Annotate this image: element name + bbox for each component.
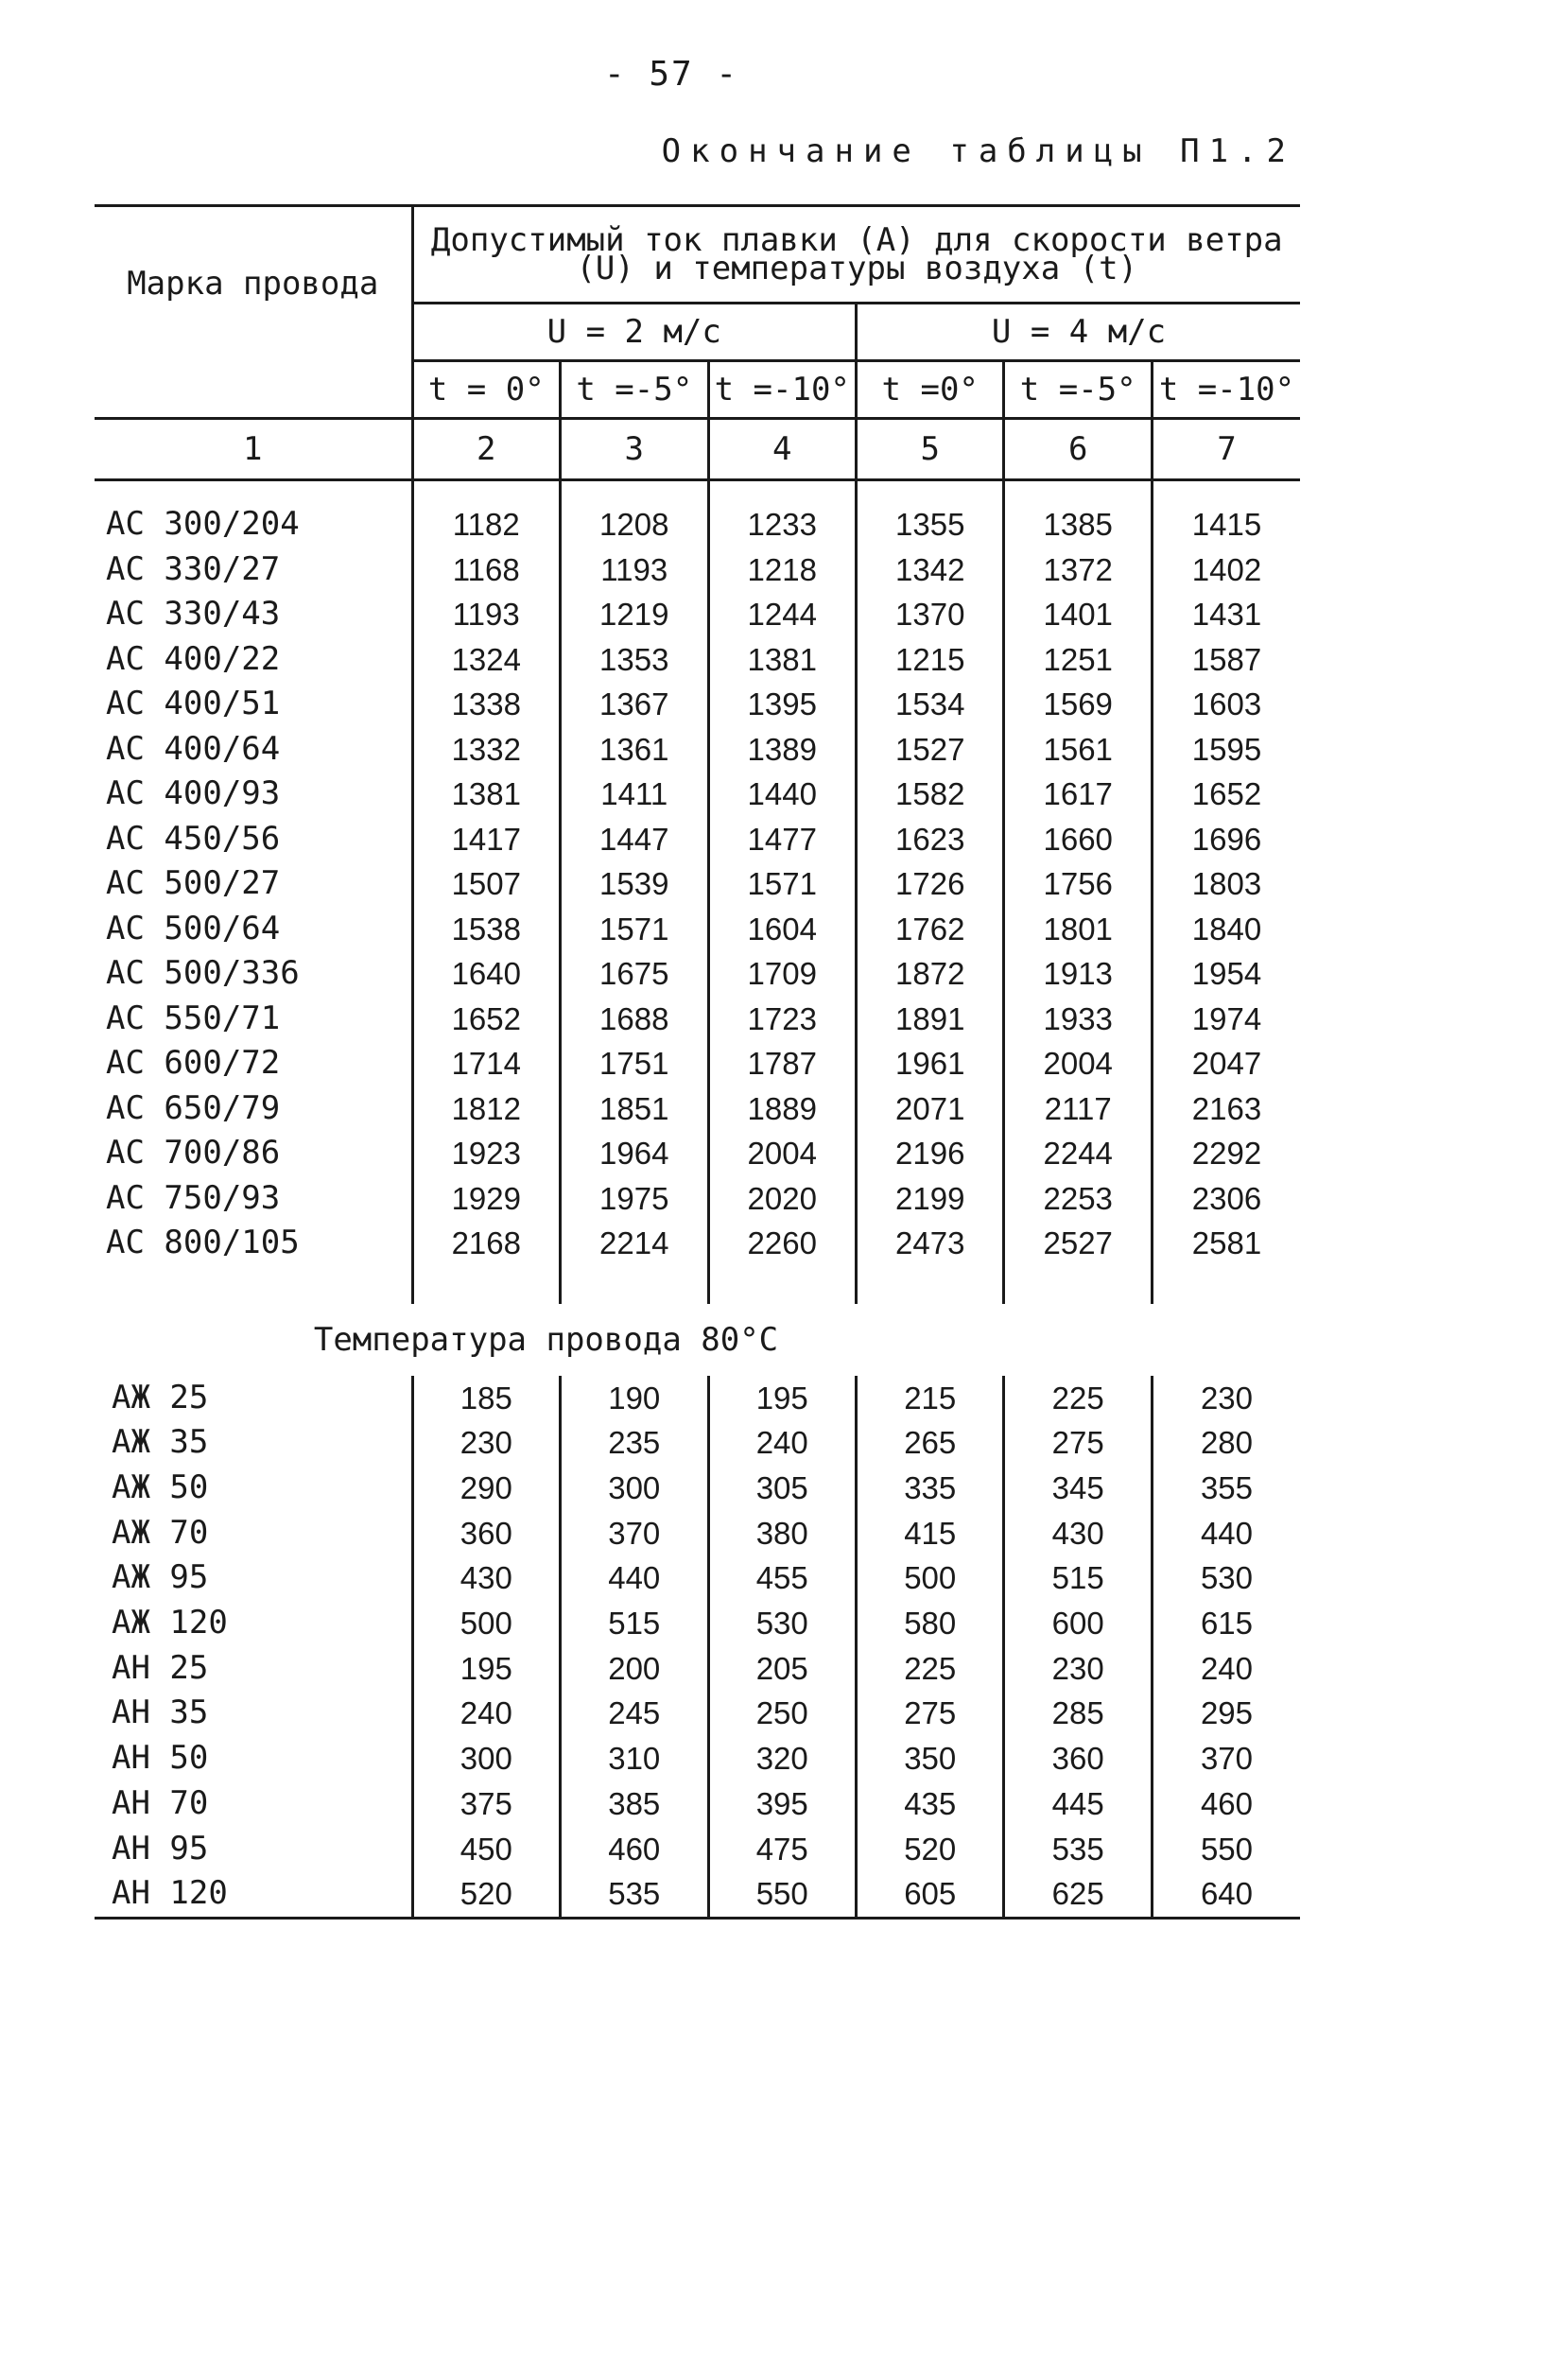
current-value-cell: 1338 [412, 682, 560, 727]
current-value-cell: 1723 [708, 997, 856, 1042]
temp-header: t =-10° [1152, 361, 1300, 419]
current-value-cell: 1603 [1152, 682, 1300, 727]
current-value-cell: 2473 [856, 1221, 1003, 1266]
current-value-cell: 1975 [561, 1176, 708, 1222]
current-value-cell: 1571 [708, 861, 856, 907]
current-value-cell: 275 [856, 1691, 1003, 1736]
current-value-cell: 530 [708, 1601, 856, 1646]
current-value-cell: 615 [1152, 1601, 1300, 1646]
current-value-cell: 1440 [708, 772, 856, 817]
spacer-cell [1004, 480, 1152, 503]
speed-header-2ms: U = 2 м/с [412, 304, 856, 361]
current-value-cell: 250 [708, 1691, 856, 1736]
current-value-cell: 245 [561, 1691, 708, 1736]
current-value-cell: 1840 [1152, 907, 1300, 952]
current-value-cell: 1640 [412, 951, 560, 997]
wire-grade-cell: АС 750/93 [106, 1178, 281, 1217]
current-value-cell: 1851 [561, 1086, 708, 1132]
current-value-cell: 215 [856, 1376, 1003, 1421]
column-number: 4 [708, 419, 856, 480]
current-value-cell: 1889 [708, 1086, 856, 1132]
current-value-cell: 1561 [1004, 727, 1152, 773]
current-value-cell: 360 [1004, 1736, 1152, 1781]
current-value-cell: 205 [708, 1646, 856, 1692]
current-value-cell: 1538 [412, 907, 560, 952]
current-value-cell: 455 [708, 1555, 856, 1601]
table-row [95, 1871, 1300, 1918]
table-row [95, 951, 1300, 997]
current-value-cell: 440 [561, 1555, 708, 1601]
table-row [95, 1736, 1300, 1781]
wire-grade-cell: АН 50 [112, 1739, 209, 1778]
empty-header-cell [95, 361, 412, 419]
current-value-cell: 225 [1004, 1376, 1152, 1421]
current-value-cell: 1756 [1004, 861, 1152, 907]
table-row [95, 1086, 1300, 1132]
table-spacer-row [95, 1266, 1300, 1304]
table-row [95, 1466, 1300, 1511]
column-number: 6 [1004, 419, 1152, 480]
spacer-cell [856, 480, 1003, 503]
table-row [95, 997, 1300, 1042]
current-value-cell: 195 [412, 1646, 560, 1692]
column-number: 7 [1152, 419, 1300, 480]
current-value-cell: 1595 [1152, 727, 1300, 773]
column-number: 2 [412, 419, 560, 480]
current-value-cell: 1571 [561, 907, 708, 952]
current-value-cell: 1709 [708, 951, 856, 997]
wire-grade-cell: АС 550/71 [106, 999, 281, 1037]
current-value-cell: 320 [708, 1736, 856, 1781]
fusing-current-header: Допустимый ток плавки (А) для скорости ветра (U) и температуры воздуха (t) [412, 206, 1300, 304]
current-value-cell: 1801 [1004, 907, 1152, 952]
spacer-cell [561, 480, 708, 503]
wire-grade-cell: АН 35 [112, 1694, 209, 1732]
table-row [95, 592, 1300, 637]
table-row [95, 1555, 1300, 1601]
current-value-cell: 1324 [412, 637, 560, 683]
table-row [95, 861, 1300, 907]
current-value-cell: 385 [561, 1781, 708, 1827]
current-value-cell: 1675 [561, 951, 708, 997]
current-value-cell: 430 [1004, 1511, 1152, 1556]
wire-grade-cell: АС 300/204 [106, 505, 300, 543]
temp-header: t =0° [856, 361, 1003, 419]
wire-grade-header: Марка провода [95, 206, 412, 361]
current-value-cell: 230 [1004, 1646, 1152, 1692]
current-value-cell: 345 [1004, 1466, 1152, 1511]
current-value-cell: 1569 [1004, 682, 1152, 727]
current-value-cell: 195 [708, 1376, 856, 1421]
table-row [95, 772, 1300, 817]
spacer-cell [1004, 1266, 1152, 1304]
current-value-cell: 1954 [1152, 951, 1300, 997]
current-value-cell: 1623 [856, 817, 1003, 862]
wire-grade-cell: АН 120 [95, 1871, 412, 1918]
current-value-cell: 1417 [412, 817, 560, 862]
current-value-cell: 1696 [1152, 817, 1300, 862]
current-value-cell: 380 [708, 1511, 856, 1556]
wire-grade-cell: АЖ 50 [112, 1468, 209, 1506]
current-value-cell: 1803 [1152, 861, 1300, 907]
current-value-cell: 2163 [1152, 1086, 1300, 1132]
wire-grade-cell: АС 650/79 [106, 1088, 281, 1127]
wire-grade-cell: АС 400/22 [106, 639, 281, 678]
current-value-cell: 185 [412, 1376, 560, 1421]
wire-grade-cell: АН 95 [112, 1829, 209, 1868]
current-value-cell: 2047 [1152, 1041, 1300, 1086]
current-value-cell: 1193 [561, 547, 708, 593]
current-value-cell: 1215 [856, 637, 1003, 683]
current-value-cell: 230 [1152, 1376, 1300, 1421]
current-value-cell: 1617 [1004, 772, 1152, 817]
current-value-cell: 535 [1004, 1827, 1152, 1872]
current-value-cell: 1751 [561, 1041, 708, 1086]
current-value-cell: 520 [412, 1871, 560, 1918]
current-value-cell: 235 [561, 1420, 708, 1466]
current-value-cell: 440 [1152, 1511, 1300, 1556]
current-value-cell: 1431 [1152, 592, 1300, 637]
current-value-cell: 2306 [1152, 1176, 1300, 1222]
current-value-cell: 520 [856, 1827, 1003, 1872]
current-value-cell: 225 [856, 1646, 1003, 1692]
current-value-cell: 1411 [561, 772, 708, 817]
current-value-cell: 1961 [856, 1041, 1003, 1086]
current-value-cell: 1389 [708, 727, 856, 773]
current-value-cell: 450 [412, 1827, 560, 1872]
table-row [95, 1420, 1300, 1466]
current-value-cell: 240 [412, 1691, 560, 1736]
spacer-cell [412, 480, 560, 503]
current-value-cell: 2292 [1152, 1131, 1300, 1176]
current-value-cell: 1381 [708, 637, 856, 683]
current-value-cell: 2260 [708, 1221, 856, 1266]
current-value-cell: 1182 [412, 502, 560, 547]
current-value-cell: 300 [412, 1736, 560, 1781]
current-value-cell: 1219 [561, 592, 708, 637]
wire-grade-cell: АЖ 95 [112, 1558, 209, 1597]
current-value-cell: 500 [856, 1555, 1003, 1601]
wire-grade-cell: АЖ 25 [112, 1378, 209, 1416]
current-value-cell: 1477 [708, 817, 856, 862]
current-value-cell: 1332 [412, 727, 560, 773]
current-value-cell: 1891 [856, 997, 1003, 1042]
current-value-cell: 550 [708, 1871, 856, 1918]
current-value-cell: 1929 [412, 1176, 560, 1222]
current-value-cell: 1381 [412, 772, 560, 817]
table-row [95, 907, 1300, 952]
wire-grade-cell: АС 500/336 [106, 954, 300, 992]
table-row [95, 817, 1300, 862]
current-value-cell: 1726 [856, 861, 1003, 907]
table-row [95, 637, 1300, 683]
current-value-cell: 1208 [561, 502, 708, 547]
current-value-cell: 1812 [412, 1086, 560, 1132]
current-value-cell: 1660 [1004, 817, 1152, 862]
temp-header: t =-10° [708, 361, 856, 419]
current-value-cell: 475 [708, 1827, 856, 1872]
current-value-cell: 190 [561, 1376, 708, 1421]
table-row [95, 1646, 1300, 1692]
current-value-cell: 1370 [856, 592, 1003, 637]
current-value-cell: 1587 [1152, 637, 1300, 683]
wire-grade-cell: АС 400/64 [106, 729, 281, 768]
spacer-cell [708, 480, 856, 503]
current-value-cell: 1193 [412, 592, 560, 637]
wire-grade-cell: АС 400/93 [106, 774, 281, 812]
current-value-cell: 2527 [1004, 1221, 1152, 1266]
current-value-cell: 535 [561, 1871, 708, 1918]
current-value-cell: 1534 [856, 682, 1003, 727]
current-value-cell: 1385 [1004, 502, 1152, 547]
current-value-cell: 1714 [412, 1041, 560, 1086]
current-value-cell: 1582 [856, 772, 1003, 817]
current-value-cell: 460 [561, 1827, 708, 1872]
current-value-cell: 415 [856, 1511, 1003, 1556]
current-value-cell: 2196 [856, 1131, 1003, 1176]
table-row [95, 1221, 1300, 1266]
current-value-cell: 1913 [1004, 951, 1152, 997]
table-row [95, 1376, 1300, 1421]
current-value-cell: 1539 [561, 861, 708, 907]
current-value-cell: 1604 [708, 907, 856, 952]
table-row [95, 547, 1300, 593]
section-row [95, 1304, 1300, 1376]
current-value-cell: 1402 [1152, 547, 1300, 593]
wire-grade-cell: АС 400/51 [106, 685, 281, 722]
current-value-cell: 550 [1152, 1827, 1300, 1872]
temp-header: t =-5° [1004, 361, 1152, 419]
current-value-cell: 1218 [708, 547, 856, 593]
current-value-cell: 1652 [412, 997, 560, 1042]
speed-header-4ms: U = 4 м/с [856, 304, 1300, 361]
current-value-cell: 370 [561, 1511, 708, 1556]
current-value-cell: 1688 [561, 997, 708, 1042]
spacer-cell [1152, 1266, 1300, 1304]
table-row [95, 1176, 1300, 1222]
table-row [95, 1781, 1300, 1827]
current-value-cell: 280 [1152, 1420, 1300, 1466]
table-row [95, 682, 1300, 727]
current-value-cell: 360 [412, 1511, 560, 1556]
current-value-cell: 305 [708, 1466, 856, 1511]
current-value-cell: 1507 [412, 861, 560, 907]
current-value-cell: 1361 [561, 727, 708, 773]
table-spacer-row [95, 480, 1300, 503]
current-value-cell: 295 [1152, 1691, 1300, 1736]
page-number: - 57 - [603, 55, 739, 94]
current-value-cell: 2244 [1004, 1131, 1152, 1176]
current-value-cell: 1367 [561, 682, 708, 727]
wire-grade-cell: АС 500/27 [106, 864, 281, 902]
table-row [95, 1511, 1300, 1556]
current-value-cell: 460 [1152, 1781, 1300, 1827]
current-value-cell: 1762 [856, 907, 1003, 952]
current-value-cell: 240 [708, 1420, 856, 1466]
current-value-cell: 1251 [1004, 637, 1152, 683]
current-value-cell: 285 [1004, 1691, 1152, 1736]
current-value-cell: 395 [708, 1781, 856, 1827]
section-cell [95, 1304, 1300, 1376]
table-caption: Окончание таблицы П1.2 [661, 132, 1295, 170]
wire-grade-cell: АС 600/72 [106, 1044, 281, 1082]
current-value-cell: 290 [412, 1466, 560, 1511]
wire-grade-cell: АС 330/27 [106, 549, 281, 588]
spacer-cell [708, 1266, 856, 1304]
table-row [95, 1131, 1300, 1176]
current-value-cell: 2214 [561, 1221, 708, 1266]
current-value-cell: 1395 [708, 682, 856, 727]
wire-grade-cell: АС 450/56 [106, 819, 281, 858]
current-value-cell: 1342 [856, 547, 1003, 593]
section-label: Температура провода 80°С [313, 1320, 779, 1359]
current-value-cell: 335 [856, 1466, 1003, 1511]
current-value-cell: 515 [561, 1601, 708, 1646]
current-value-cell: 1447 [561, 817, 708, 862]
spacer-cell [412, 1266, 560, 1304]
current-value-cell: 1527 [856, 727, 1003, 773]
current-value-cell: 355 [1152, 1466, 1300, 1511]
current-value-cell: 2071 [856, 1086, 1003, 1132]
current-value-cell: 375 [412, 1781, 560, 1827]
current-value-cell: 2199 [856, 1176, 1003, 1222]
current-value-cell: 1415 [1152, 502, 1300, 547]
current-value-cell: 1652 [1152, 772, 1300, 817]
current-value-cell: 605 [856, 1871, 1003, 1918]
current-value-cell: 515 [1004, 1555, 1152, 1601]
current-value-cell: 1923 [412, 1131, 560, 1176]
current-value-cell: 230 [412, 1420, 560, 1466]
column-number: 3 [561, 419, 708, 480]
current-value-cell: 430 [412, 1555, 560, 1601]
current-value-cell: 300 [561, 1466, 708, 1511]
ac-wire-rows [95, 480, 1300, 1376]
temp-header: t = 0° [412, 361, 560, 419]
current-value-cell: 1964 [561, 1131, 708, 1176]
current-value-cell: 1355 [856, 502, 1003, 547]
wire-grade-cell: АН 70 [112, 1783, 209, 1822]
wire-grade-cell: АЖ 120 [112, 1604, 228, 1642]
current-value-cell: 2253 [1004, 1176, 1152, 1222]
table-row [95, 502, 1300, 547]
current-value-cell: 1933 [1004, 997, 1152, 1042]
table-row [95, 1601, 1300, 1646]
column-number: 5 [856, 419, 1003, 480]
current-value-cell: 275 [1004, 1420, 1152, 1466]
spacer-cell [95, 1266, 412, 1304]
temp-header: t =-5° [561, 361, 708, 419]
table-row [95, 1691, 1300, 1736]
current-value-cell: 350 [856, 1736, 1003, 1781]
current-value-cell: 265 [856, 1420, 1003, 1466]
current-value-cell: 1168 [412, 547, 560, 593]
current-value-cell: 1244 [708, 592, 856, 637]
wire-grade-cell: АН 25 [112, 1648, 209, 1687]
current-value-cell: 445 [1004, 1781, 1152, 1827]
al-wire-rows [95, 1376, 1300, 1919]
current-value-cell: 2004 [1004, 1041, 1152, 1086]
current-value-cell: 1974 [1152, 997, 1300, 1042]
current-value-cell: 530 [1152, 1555, 1300, 1601]
table-row [95, 727, 1300, 773]
column-number: 1 [95, 419, 412, 480]
current-value-cell: 1353 [561, 637, 708, 683]
table-row [95, 1041, 1300, 1086]
spacer-cell [561, 1266, 708, 1304]
current-value-cell: 500 [412, 1601, 560, 1646]
current-value-cell: 2004 [708, 1131, 856, 1176]
current-value-cell: 2581 [1152, 1221, 1300, 1266]
current-value-cell: 1372 [1004, 547, 1152, 593]
current-value-cell: 625 [1004, 1871, 1152, 1918]
wire-grade-cell: АЖ 35 [112, 1423, 209, 1462]
wire-grade-cell: АС 500/64 [106, 909, 281, 947]
current-value-cell: 2020 [708, 1176, 856, 1222]
current-value-cell: 600 [1004, 1601, 1152, 1646]
current-value-cell: 1787 [708, 1041, 856, 1086]
current-value-cell: 2117 [1004, 1086, 1152, 1132]
wire-grade-cell: АЖ 70 [112, 1513, 209, 1552]
table-row [95, 1827, 1300, 1872]
current-value-cell: 1233 [708, 502, 856, 547]
spacer-cell [1152, 480, 1300, 503]
wire-grade-cell: АС 700/86 [106, 1134, 281, 1172]
wire-grade-cell: АС 800/105 [106, 1224, 300, 1261]
current-value-cell: 240 [1152, 1646, 1300, 1692]
current-value-cell: 310 [561, 1736, 708, 1781]
current-value-cell: 435 [856, 1781, 1003, 1827]
spacer-cell [95, 480, 412, 503]
current-value-cell: 1401 [1004, 592, 1152, 637]
current-value-cell: 580 [856, 1601, 1003, 1646]
current-value-cell: 1872 [856, 951, 1003, 997]
current-value-cell: 200 [561, 1646, 708, 1692]
fusing-current-table [95, 204, 1300, 1920]
current-value-cell: 2168 [412, 1221, 560, 1266]
current-value-cell: 640 [1152, 1871, 1300, 1918]
wire-grade-cell: АС 330/43 [106, 595, 281, 633]
current-value-cell: 370 [1152, 1736, 1300, 1781]
spacer-cell [856, 1266, 1003, 1304]
